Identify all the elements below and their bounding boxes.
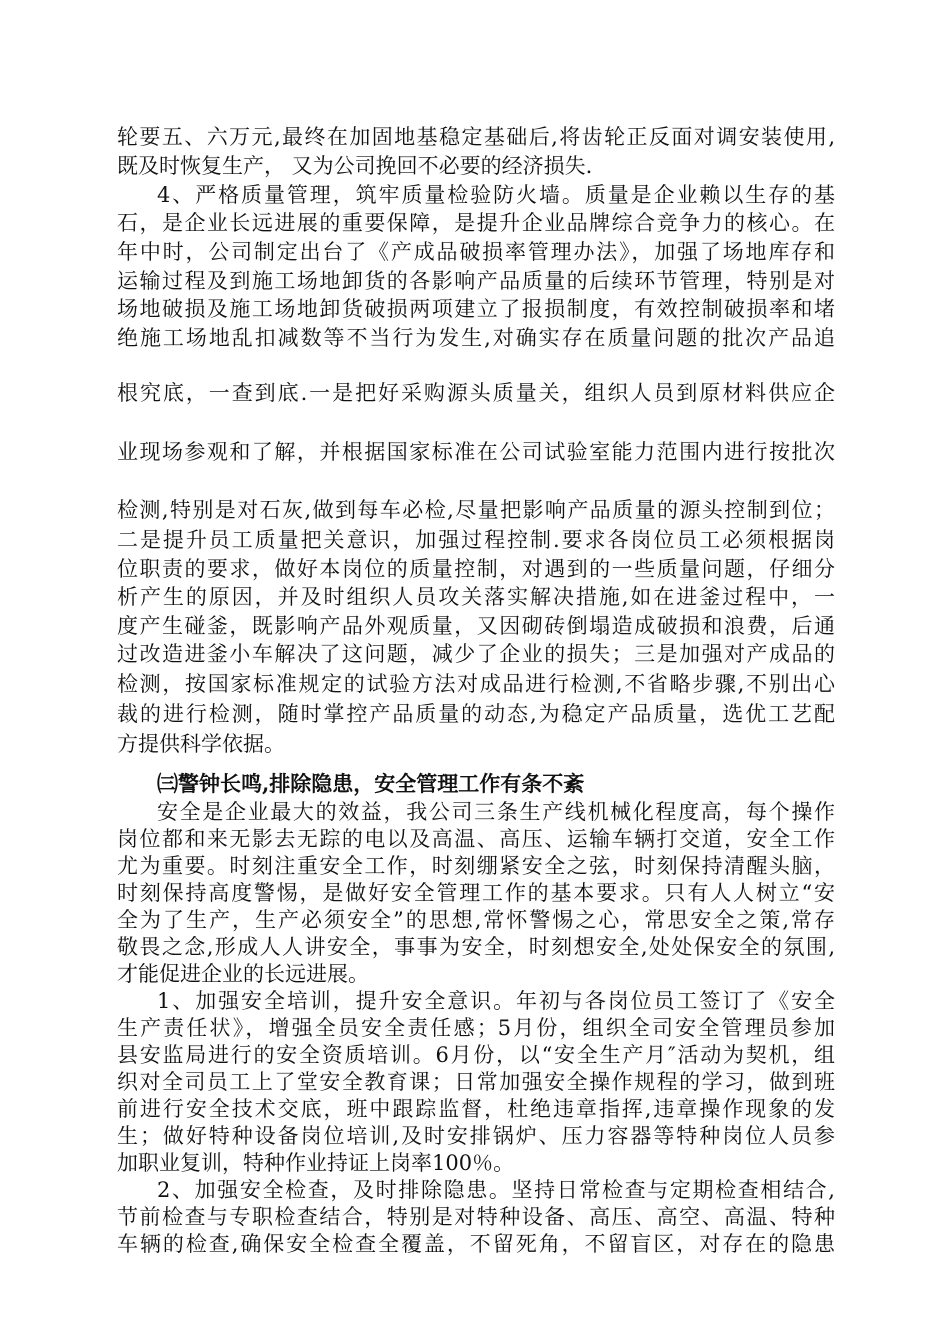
text-line: 年中时，公司制定出台了《产成品破损率管理办法》，加强了场地库存和 bbox=[117, 240, 835, 264]
text-line: 时刻保持高度警惕，是做好安全管理工作的基本要求。只有人人树立“安 bbox=[117, 881, 835, 905]
text-line: 尤为重要。时刻注重安全工作，时刻绷紧安全之弦，时刻保持清醒头脑， bbox=[117, 854, 835, 878]
text-line: 二是提升员工质量把关意识，加强过程控制.要求各岗位员工必须根据岗 bbox=[117, 528, 835, 552]
text-line: 过改造进釜小车解决了这问题，减少了企业的损失；三是加强对产成品的 bbox=[117, 642, 835, 666]
text-line: 2、加强安全检查，及时排除隐患。坚持日常检查与定期检查相结合, bbox=[157, 1178, 835, 1202]
text-line: 全为了生产，生产必须安全”的思想,常怀警惕之心，常思安全之策,常存 bbox=[117, 908, 835, 932]
text-line: 岗位都和来无影去无踪的电以及高温、高压、运输车辆打交道，安全工作 bbox=[117, 827, 835, 851]
text-line: 车辆的检查,确保安全检查全覆盖，不留死角，不留盲区，对存在的隐患 bbox=[117, 1232, 835, 1256]
text-line: 场地破损及施工场地卸货破损两项建立了报损制度，有效控制破损率和堵 bbox=[117, 297, 835, 321]
text-line: 析产生的原因，并及时组织人员攻关落实解决措施,如在进釜过程中，一 bbox=[117, 585, 835, 609]
text-line: 检测，按国家标准规定的试验方法对成品进行检测,不省略步骤,不别出心 bbox=[117, 672, 835, 696]
text-line: 方提供科学依据。 bbox=[117, 732, 285, 756]
text-line: 运输过程及到施工场地卸货的各影响产品质量的后续环节管理，特别是对 bbox=[117, 269, 835, 293]
text-line: 县安监局进行的安全资质培训。6月份，以“安全生产月″活动为契机，组 bbox=[117, 1043, 835, 1067]
text-line: 4、严格质量管理，筑牢质量检验防火墙。质量是企业赖以生存的基 bbox=[157, 183, 835, 207]
text-line: 位职责的要求，做好本岗位的质量控制，对遇到的一些质量问题，仔细分 bbox=[117, 557, 835, 581]
text-line: 裁的进行检测，随时掌控产品质量的动态,为稳定产品质量，选优工艺配 bbox=[117, 702, 835, 726]
text-line: 前进行安全技术交底，班中跟踪监督，杜绝违章指挥,违章操作现象的发 bbox=[117, 1097, 835, 1121]
text-line: 1、加强安全培训，提升安全意识。年初与各岗位员工签订了《安全 bbox=[157, 989, 835, 1013]
text-line: 生产责任状》，增强全员安全责任感；5月份，组织全司安全管理员参加 bbox=[117, 1016, 835, 1040]
text-line: 既及时恢复生产， 又为公司挽回不必要的经济损失. bbox=[117, 154, 593, 178]
section-heading: ㈢警钟长鸣,排除隐患，安全管理工作有条不紊 bbox=[157, 771, 585, 796]
text-line: 生；做好特种设备岗位培训,及时安排锅炉、压力容器等特种岗位人员参 bbox=[117, 1124, 835, 1148]
text-line: 织对全司员工上了堂安全教育课；日常加强安全操作规程的学习，做到班 bbox=[117, 1070, 835, 1094]
text-line: 加职业复训，特种作业持证上岗率100％。 bbox=[117, 1151, 515, 1175]
text-line: 石，是企业长远进展的重要保障，是提升企业品牌综合竞争力的核心。在 bbox=[117, 211, 835, 235]
text-line: 度产生碰釜，既影响产品外观质量，又因砌砖倒塌造成破损和浪费，后通 bbox=[117, 614, 835, 638]
text-line: 敬畏之念,形成人人讲安全，事事为安全，时刻想安全,处处保安全的氛围, bbox=[117, 935, 835, 959]
text-line: 安全是企业最大的效益，我公司三条生产线机械化程度高，每个操作 bbox=[157, 800, 835, 824]
text-line: 才能促进企业的长远进展。 bbox=[117, 962, 369, 986]
text-line: 根究底，一查到底.一是把好采购源头质量关，组织人员到原材料供应企 bbox=[117, 381, 835, 405]
text-line: 检测,特别是对石灰,做到每车必检,尽量把影响产品质量的源头控制到位； bbox=[117, 498, 835, 522]
text-line: 轮要五、六万元,最终在加固地基稳定基础后,将齿轮正反面对调安装使用, bbox=[117, 125, 835, 149]
text-line: 绝施工场地乱扣减数等不当行为发生,对确实存在质量问题的批次产品追 bbox=[117, 326, 835, 350]
text-line: 业现场参观和了解，并根据国家标准在公司试验室能力范围内进行按批次 bbox=[117, 440, 835, 464]
text-line: 节前检查与专职检查结合，特别是对特种设备、高压、高空、高温、特种 bbox=[117, 1205, 835, 1229]
